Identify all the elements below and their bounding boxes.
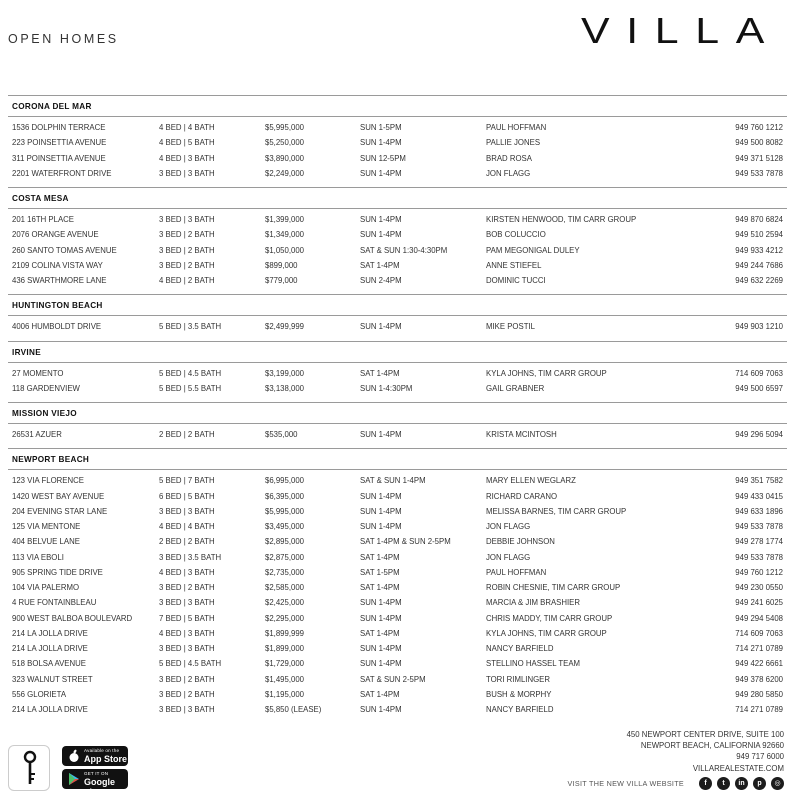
listing-open-time: SAT & SUN 2-5PM — [360, 674, 426, 684]
listing-bed-bath: 3 BED | 2 BATH — [159, 260, 215, 270]
listing-bed-bath: 3 BED | 3.5 BATH — [159, 552, 222, 562]
listing-bed-bath: 4 BED | 5 BATH — [159, 138, 215, 148]
section-newport-beach — [8, 448, 787, 723]
listing-agent: MARY ELLEN WEGLARZ — [486, 476, 576, 486]
listing-open-time: SAT 1-5PM — [360, 567, 400, 577]
listing-agent: TORI RIMLINGER — [486, 674, 550, 684]
listing-row[interactable] — [8, 581, 787, 596]
listing-agent-phone: 949 278 1774 — [735, 537, 783, 547]
listing-agent: PALLIE JONES — [486, 138, 541, 148]
google-play-icon — [67, 772, 81, 786]
listing-price: $1,899,000 — [265, 644, 305, 653]
listing-price: $1,349,000 — [265, 230, 305, 240]
listing-address: 123 VIA FLORENCE — [12, 476, 84, 486]
listing-open-time: SUN 1-4PM — [360, 430, 402, 439]
listing-address: 2201 WATERFRONT DRIVE — [12, 168, 112, 178]
listing-agent-phone: 714 271 0789 — [735, 705, 783, 714]
listing-price: $2,735,000 — [265, 567, 305, 577]
listing-address: 104 VIA PALERMO — [12, 583, 80, 592]
listing-row[interactable] — [8, 367, 787, 382]
listing-agent-phone: 949 351 7582 — [735, 476, 783, 486]
listing-agent: RICHARD CARANO — [486, 491, 558, 501]
listing-price: $899,000 — [265, 260, 298, 270]
app-store-badge[interactable] — [62, 746, 128, 766]
listing-bed-bath: 3 BED | 3 BATH — [159, 215, 215, 224]
listing-agent: CHRIS MADDY, TIM CARR GROUP — [486, 613, 613, 623]
listing-agent: KYLA JOHNS, TIM CARR GROUP — [486, 628, 607, 638]
listing-price: $2,499,999 — [265, 322, 305, 332]
listing-bed-bath: 5 BED | 7 BATH — [159, 476, 215, 486]
listing-agent-phone: 949 510 2594 — [735, 230, 783, 240]
listing-bed-bath: 4 BED | 4 BATH — [159, 123, 215, 132]
listing-bed-bath: 3 BED | 3 BATH — [159, 168, 215, 178]
listing-agent-phone: 949 760 1212 — [735, 123, 783, 132]
listing-open-time: SAT 1-4PM — [360, 583, 400, 592]
header — [0, 0, 792, 70]
listing-agent: JON FLAGG — [486, 522, 531, 531]
listing-open-time: SAT 1-4PM — [360, 260, 400, 270]
section-heading: COSTA MESA — [8, 188, 787, 209]
listing-agent-phone: 949 241 6025 — [735, 598, 783, 608]
listing-open-time: SAT & SUN 1-4PM — [360, 476, 426, 486]
listing-agent-phone: 949 533 7878 — [735, 168, 783, 178]
listing-agent-phone: 949 294 5408 — [735, 613, 783, 623]
listing-agent-phone: 714 609 7063 — [735, 368, 783, 378]
listing-price: $5,995,000 — [265, 506, 305, 516]
listing-rows — [8, 363, 787, 403]
listing-price: $2,425,000 — [265, 598, 305, 608]
app-store-small-text: Available on the — [84, 748, 120, 753]
listing-price: $1,495,000 — [265, 674, 305, 684]
section-heading: MISSION VIEJO — [8, 403, 787, 424]
listing-row[interactable] — [8, 136, 787, 151]
villa-app-icon[interactable] — [8, 745, 50, 791]
listing-open-time: SUN 1-4PM — [360, 705, 402, 714]
listing-agent-phone: 949 244 7686 — [735, 260, 783, 270]
listing-address: 556 GLORIETA — [12, 689, 67, 699]
listing-address: 214 LA JOLLA DRIVE — [12, 628, 88, 638]
social-links — [568, 775, 784, 791]
listing-bed-bath: 3 BED | 3 BATH — [159, 644, 215, 653]
listing-bed-bath: 3 BED | 2 BATH — [159, 689, 215, 699]
listing-agent: NANCY BARFIELD — [486, 644, 554, 653]
listing-agent-phone: 949 230 0550 — [735, 583, 783, 592]
listing-price: $3,138,000 — [265, 383, 305, 393]
listing-row[interactable] — [8, 490, 787, 505]
listing-agent-phone: 949 533 7878 — [735, 552, 783, 562]
listing-agent: GAIL GRABNER — [486, 383, 545, 393]
listing-agent: KIRSTEN HENWOOD, TIM CARR GROUP — [486, 215, 637, 224]
listing-row[interactable] — [8, 566, 787, 581]
listing-bed-bath: 3 BED | 2 BATH — [159, 245, 215, 255]
section-huntington-beach — [8, 294, 787, 340]
listing-open-time: SUN 1-4PM — [360, 138, 402, 148]
listing-agent: PAM MEGONIGAL DULEY — [486, 245, 580, 255]
listing-agent-phone: 949 296 5094 — [735, 430, 783, 439]
listing-address: 125 VIA MENTONE — [12, 522, 81, 531]
listing-bed-bath: 4 BED | 3 BATH — [159, 567, 215, 577]
listing-address: 2109 COLINA VISTA WAY — [12, 260, 103, 270]
listing-bed-bath: 3 BED | 3 BATH — [159, 705, 215, 714]
listing-address: 1420 WEST BAY AVENUE — [12, 491, 105, 501]
listing-price: $2,295,000 — [265, 613, 305, 623]
listing-agent: ANNE STIEFEL — [486, 260, 542, 270]
listing-address: 323 WALNUT STREET — [12, 674, 93, 684]
listing-open-time: SAT 1-4PM — [360, 628, 400, 638]
listing-agent: MIKE POSTIL — [486, 322, 535, 332]
listing-agent: DEBBIE JOHNSON — [486, 537, 555, 547]
website-link[interactable]: VILLAREALESTATE.COM — [692, 763, 784, 773]
listing-bed-bath: 4 BED | 4 BATH — [159, 522, 215, 531]
section-costa-mesa — [8, 187, 787, 294]
visit-website-text: VISIT THE NEW VILLA WEBSITE — [567, 778, 684, 788]
listing-bed-bath: 5 BED | 4.5 BATH — [159, 659, 222, 669]
listing-agent: STELLINO HASSEL TEAM — [486, 659, 581, 669]
listing-price: $6,395,000 — [265, 491, 305, 501]
listing-price: $5,850 (LEASE) — [265, 705, 322, 714]
google-play-badge[interactable] — [62, 769, 128, 797]
listing-agent: MELISSA BARNES, TIM CARR GROUP — [486, 506, 627, 516]
listing-row[interactable] — [8, 213, 787, 228]
listing-open-time: SAT 1-4PM — [360, 368, 400, 378]
listing-row[interactable] — [8, 121, 787, 136]
listing-open-time: SUN 1-4PM — [360, 230, 402, 240]
listing-row[interactable] — [8, 382, 787, 397]
listing-row[interactable] — [8, 520, 787, 535]
listing-agent: KYLA JOHNS, TIM CARR GROUP — [486, 368, 607, 378]
section-irvine — [8, 341, 787, 403]
listing-open-time: SUN 1-4PM — [360, 506, 402, 516]
listing-address: 118 GARDENVIEW — [12, 383, 80, 393]
listing-address: 214 LA JOLLA DRIVE — [12, 705, 88, 714]
listing-rows — [8, 316, 787, 340]
listing-agent: PAUL HOFFMAN — [486, 567, 547, 577]
listing-bed-bath: 3 BED | 2 BATH — [159, 583, 215, 592]
listing-price: $1,399,000 — [265, 215, 305, 224]
listing-open-time: SUN 1-4PM — [360, 613, 402, 623]
office-address — [627, 729, 784, 774]
twitter-icon[interactable]: t — [717, 777, 730, 790]
listing-agent-phone: 714 609 7063 — [735, 628, 783, 638]
app-store-big-text: App Store — [84, 754, 128, 764]
listing-address: 311 POINSETTIA AVENUE — [12, 153, 106, 163]
listing-row[interactable] — [8, 244, 787, 259]
listing-row[interactable] — [8, 642, 787, 657]
listing-agent: DOMINIC TUCCI — [486, 276, 546, 285]
listing-bed-bath: 5 BED | 4.5 BATH — [159, 368, 222, 378]
listing-agent: KRISTA MCINTOSH — [486, 430, 557, 439]
listing-row[interactable] — [8, 167, 787, 182]
listing-open-time: SUN 12-5PM — [360, 153, 406, 163]
pinterest-icon[interactable]: p — [753, 777, 766, 790]
key-icon — [9, 746, 51, 792]
listing-open-time: SAT 1-4PM & SUN 2-5PM — [360, 537, 451, 547]
listing-row[interactable] — [8, 551, 787, 566]
section-heading: IRVINE — [8, 342, 787, 363]
section-heading: NEWPORT BEACH — [8, 449, 787, 470]
listing-address: 404 BELVUE LANE — [12, 537, 80, 547]
listing-price: $535,000 — [265, 430, 298, 439]
listing-row[interactable] — [8, 228, 787, 243]
listing-agent: JON FLAGG — [486, 168, 531, 178]
listing-address: 201 16TH PLACE — [12, 215, 74, 224]
listing-price: $1,050,000 — [265, 245, 305, 255]
listing-rows — [8, 424, 787, 448]
listing-agent-phone: 949 533 7878 — [735, 522, 783, 531]
listing-row[interactable] — [8, 474, 787, 489]
listing-agent-phone: 949 632 2269 — [735, 276, 783, 285]
listing-address: 223 POINSETTIA AVENUE — [12, 138, 107, 148]
section-corona-del-mar — [8, 95, 787, 187]
listing-price: $3,199,000 — [265, 368, 305, 378]
facebook-icon[interactable]: f — [699, 777, 712, 790]
listing-bed-bath: 4 BED | 3 BATH — [159, 153, 215, 163]
listing-bed-bath: 7 BED | 5 BATH — [159, 613, 215, 623]
listing-address: 436 SWARTHMORE LANE — [12, 276, 107, 285]
listing-address: 260 SANTO TOMAS AVENUE — [12, 245, 117, 255]
listing-open-time: SUN 1-4PM — [360, 322, 402, 332]
listing-price: $3,890,000 — [265, 153, 305, 163]
listing-bed-bath: 6 BED | 5 BATH — [159, 491, 215, 501]
listing-open-time: SUN 1-4:30PM — [360, 383, 413, 393]
listing-address: 905 SPRING TIDE DRIVE — [12, 567, 103, 577]
listing-agent: BOB COLUCCIO — [486, 230, 546, 240]
listing-agent: PAUL HOFFMAN — [486, 123, 547, 132]
listing-address: 2076 ORANGE AVENUE — [12, 230, 99, 240]
address-line: 450 NEWPORT CENTER DRIVE, SUITE 100 — [626, 730, 784, 739]
listing-row[interactable] — [8, 673, 787, 688]
listing-row[interactable] — [8, 505, 787, 520]
linkedin-icon[interactable]: in — [735, 777, 748, 790]
listing-price: $1,195,000 — [265, 689, 305, 699]
listing-price: $3,495,000 — [265, 522, 305, 531]
listing-agent-phone: 949 422 6661 — [735, 659, 783, 669]
listing-agent-phone: 949 378 6200 — [735, 674, 783, 684]
listing-price: $2,585,000 — [265, 583, 305, 592]
listing-price: $1,899,999 — [265, 628, 305, 638]
listing-open-time: SUN 2-4PM — [360, 276, 402, 285]
listing-address: 214 LA JOLLA DRIVE — [12, 644, 88, 653]
listing-row[interactable] — [8, 259, 787, 274]
listing-address: 204 EVENING STAR LANE — [12, 506, 108, 516]
listing-price: $2,249,000 — [265, 168, 305, 178]
section-mission-viejo — [8, 402, 787, 448]
apple-icon — [67, 749, 81, 763]
listing-open-time: SUN 1-4PM — [360, 598, 402, 608]
listing-agent-phone: 949 433 0415 — [735, 491, 783, 501]
open-homes-listing — [8, 95, 787, 723]
listing-bed-bath: 5 BED | 3.5 BATH — [159, 322, 222, 332]
listing-row[interactable] — [8, 152, 787, 167]
google-play-small-text: GET IT ON — [84, 771, 109, 776]
listing-agent-phone: 949 903 1210 — [735, 322, 783, 332]
listing-agent: ROBIN CHESNIE, TIM CARR GROUP — [486, 583, 621, 592]
listing-agent-phone: 949 280 5850 — [735, 689, 783, 699]
listing-rows — [8, 117, 787, 187]
listing-row[interactable] — [8, 612, 787, 627]
listing-price: $2,895,000 — [265, 537, 305, 547]
instagram-icon[interactable]: ◎ — [771, 777, 784, 790]
listing-open-time: SUN 1-4PM — [360, 522, 402, 531]
listing-address: 4006 HUMBOLDT DRIVE — [12, 322, 102, 332]
listing-open-time: SAT & SUN 1:30-4:30PM — [360, 245, 448, 255]
listing-row[interactable] — [8, 657, 787, 672]
listing-bed-bath: 3 BED | 3 BATH — [159, 598, 215, 608]
page-title: OPEN HOMES — [8, 32, 119, 46]
listing-agent-phone: 714 271 0789 — [735, 644, 783, 653]
listing-price: $779,000 — [265, 276, 298, 285]
listing-open-time: SUN 1-4PM — [360, 215, 402, 224]
listing-row[interactable] — [8, 627, 787, 642]
listing-agent: BRAD ROSA — [486, 153, 532, 163]
listing-open-time: SAT 1-4PM — [360, 689, 400, 699]
listing-open-time: SUN 1-4PM — [360, 491, 402, 501]
listing-bed-bath: 4 BED | 2 BATH — [159, 276, 215, 285]
listing-address: 26531 AZUER — [12, 430, 62, 439]
listing-bed-bath: 2 BED | 2 BATH — [159, 430, 215, 439]
listing-open-time: SUN 1-5PM — [360, 123, 402, 132]
listing-address: 1536 DOLPHIN TERRACE — [12, 123, 106, 132]
listing-agent-phone: 949 371 5128 — [735, 153, 783, 163]
listing-price: $6,995,000 — [265, 476, 305, 486]
listing-agent-phone: 949 870 6824 — [735, 215, 783, 224]
listing-agent: NANCY BARFIELD — [486, 705, 554, 714]
listing-address: 900 WEST BALBOA BOULEVARD — [12, 613, 133, 623]
listing-open-time: SUN 1-4PM — [360, 644, 402, 653]
address-line: NEWPORT BEACH, CALIFORNIA 92660 — [640, 741, 784, 751]
listing-row[interactable] — [8, 703, 787, 718]
listing-agent-phone: 949 500 6597 — [735, 383, 783, 393]
listing-open-time: SUN 1-4PM — [360, 659, 402, 669]
listing-row[interactable] — [8, 535, 787, 550]
svg-text:VILLA: VILLA — [581, 10, 781, 48]
section-heading: HUNTINGTON BEACH — [8, 295, 787, 316]
listing-rows — [8, 470, 787, 723]
section-heading: CORONA DEL MAR — [8, 96, 787, 117]
listing-address: 4 RUE FONTAINBLEAU — [12, 598, 97, 608]
listing-address: 113 VIA EBOLI — [12, 552, 64, 562]
phone-number: 949 717 6000 — [736, 752, 784, 762]
listing-open-time: SAT 1-4PM — [360, 552, 400, 562]
listing-address: 27 MOMENTO — [12, 368, 64, 378]
google-play-big-text: Google play — [84, 777, 115, 797]
listing-bed-bath: 3 BED | 3 BATH — [159, 506, 215, 516]
listing-agent: BUSH & MORPHY — [486, 689, 552, 699]
listing-row[interactable] — [8, 274, 787, 289]
listing-open-time: SUN 1-4PM — [360, 168, 402, 178]
listing-row[interactable] — [8, 320, 787, 335]
listing-bed-bath: 2 BED | 2 BATH — [159, 537, 215, 547]
listing-rows — [8, 209, 787, 294]
listing-price: $5,250,000 — [265, 138, 305, 148]
listing-price: $5,995,000 — [265, 123, 305, 132]
listing-agent-phone: 949 500 8082 — [735, 138, 783, 148]
villa-logo — [576, 8, 786, 48]
listing-address: 518 BOLSA AVENUE — [12, 659, 86, 669]
listing-bed-bath: 4 BED | 3 BATH — [159, 628, 215, 638]
listing-bed-bath: 3 BED | 2 BATH — [159, 674, 215, 684]
listing-row[interactable] — [8, 688, 787, 703]
listing-agent-phone: 949 760 1212 — [735, 567, 783, 577]
listing-agent: MARCIA & JIM BRASHIER — [486, 598, 581, 608]
listing-price: $1,729,000 — [265, 659, 305, 669]
listing-bed-bath: 5 BED | 5.5 BATH — [159, 383, 222, 393]
listing-bed-bath: 3 BED | 2 BATH — [159, 230, 215, 240]
listing-agent-phone: 949 933 4212 — [735, 245, 783, 255]
listing-agent-phone: 949 633 1896 — [735, 506, 783, 516]
listing-agent: JON FLAGG — [486, 552, 531, 562]
listing-row[interactable] — [8, 596, 787, 611]
listing-price: $2,875,000 — [265, 552, 305, 562]
listing-row[interactable] — [8, 428, 787, 443]
